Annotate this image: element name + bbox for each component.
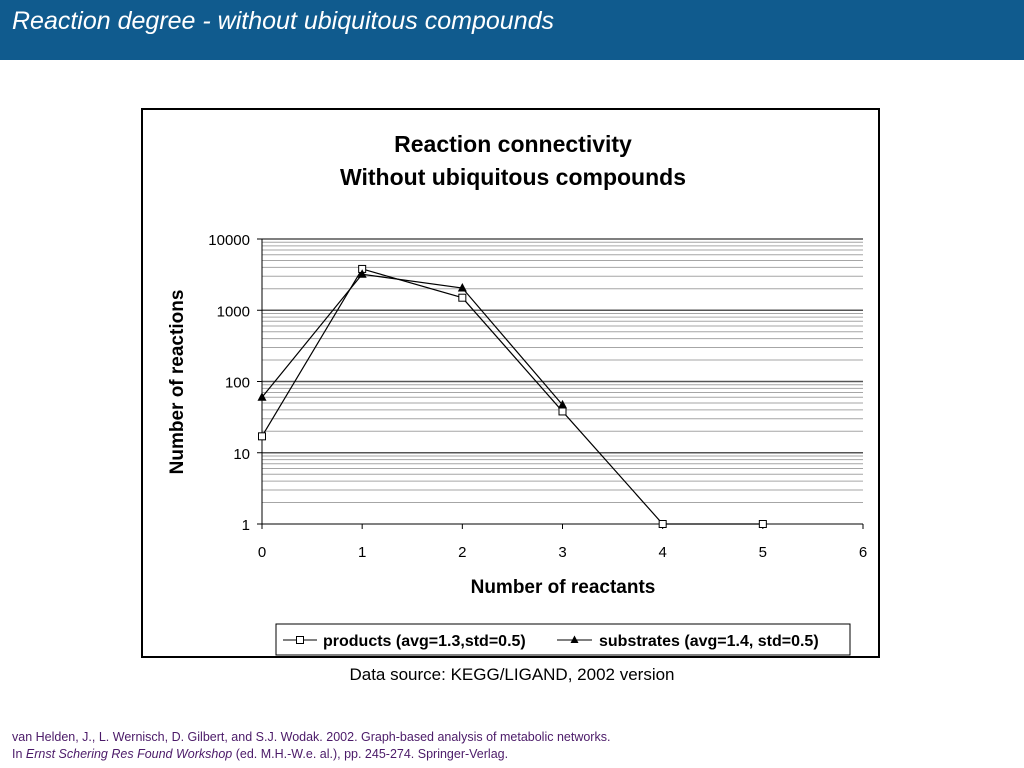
data-point-products	[659, 521, 666, 528]
citation-journal: Ernst Schering Res Found Workshop	[25, 747, 233, 761]
x-tick-label: 4	[658, 544, 667, 561]
legend-substrates-label: substrates (avg=1.4, std=0.5)	[599, 633, 819, 650]
slide-header	[0, 0, 1024, 60]
x-tick-label: 0	[257, 544, 267, 561]
data-point-products	[459, 294, 466, 301]
y-tick-label: 10000	[208, 232, 250, 249]
legend	[276, 624, 850, 655]
y-tick-label: 1	[241, 517, 250, 534]
chart	[143, 110, 878, 656]
x-tick-label: 5	[758, 544, 768, 561]
chart-title: Reaction connectivity	[394, 131, 632, 157]
y-tick-label: 10	[233, 445, 250, 463]
chart-subtitle: Without ubiquitous compounds	[340, 164, 686, 190]
citation	[12, 729, 610, 763]
x-tick-label: 6	[858, 544, 868, 561]
citation-line-2-suffix: (ed. M.H.-W.e. al.), pp. 245-274. Springer-Verlag.	[232, 747, 509, 761]
gridlines	[262, 239, 863, 503]
series-group	[258, 265, 767, 527]
y-axis-label: Number of reactions	[167, 289, 188, 475]
citation-line-2-prefix: In	[12, 747, 26, 761]
data-point-products	[559, 408, 566, 415]
legend-products-label: products (avg=1.3,std=0.5)	[323, 633, 526, 650]
data-point-products	[259, 433, 266, 440]
chart-frame	[141, 108, 880, 658]
citation-line-2	[12, 746, 610, 763]
citation-line-1: van Helden, J., L. Wernisch, D. Gilbert, and S.J. Wodak. 2002. Graph-based analysis of metabolic networks.	[12, 730, 611, 744]
x-tick-label: 1	[357, 544, 367, 561]
y-tick-label: 100	[224, 374, 250, 392]
x-tick-label: 3	[558, 544, 567, 561]
slide-title: Reaction degree - without ubiquitous compounds	[12, 7, 555, 35]
data-source-caption: Data source: KEGG/LIGAND, 2002 version	[349, 665, 675, 684]
y-tick-label: 1000	[216, 303, 250, 321]
legend-products-marker	[297, 637, 304, 644]
axes	[208, 232, 867, 561]
data-point-products	[759, 521, 766, 528]
x-tick-label: 2	[458, 544, 467, 561]
series-line-0	[262, 269, 763, 524]
x-axis-label: Number of reactants	[470, 577, 656, 598]
series-line-1	[262, 274, 563, 405]
